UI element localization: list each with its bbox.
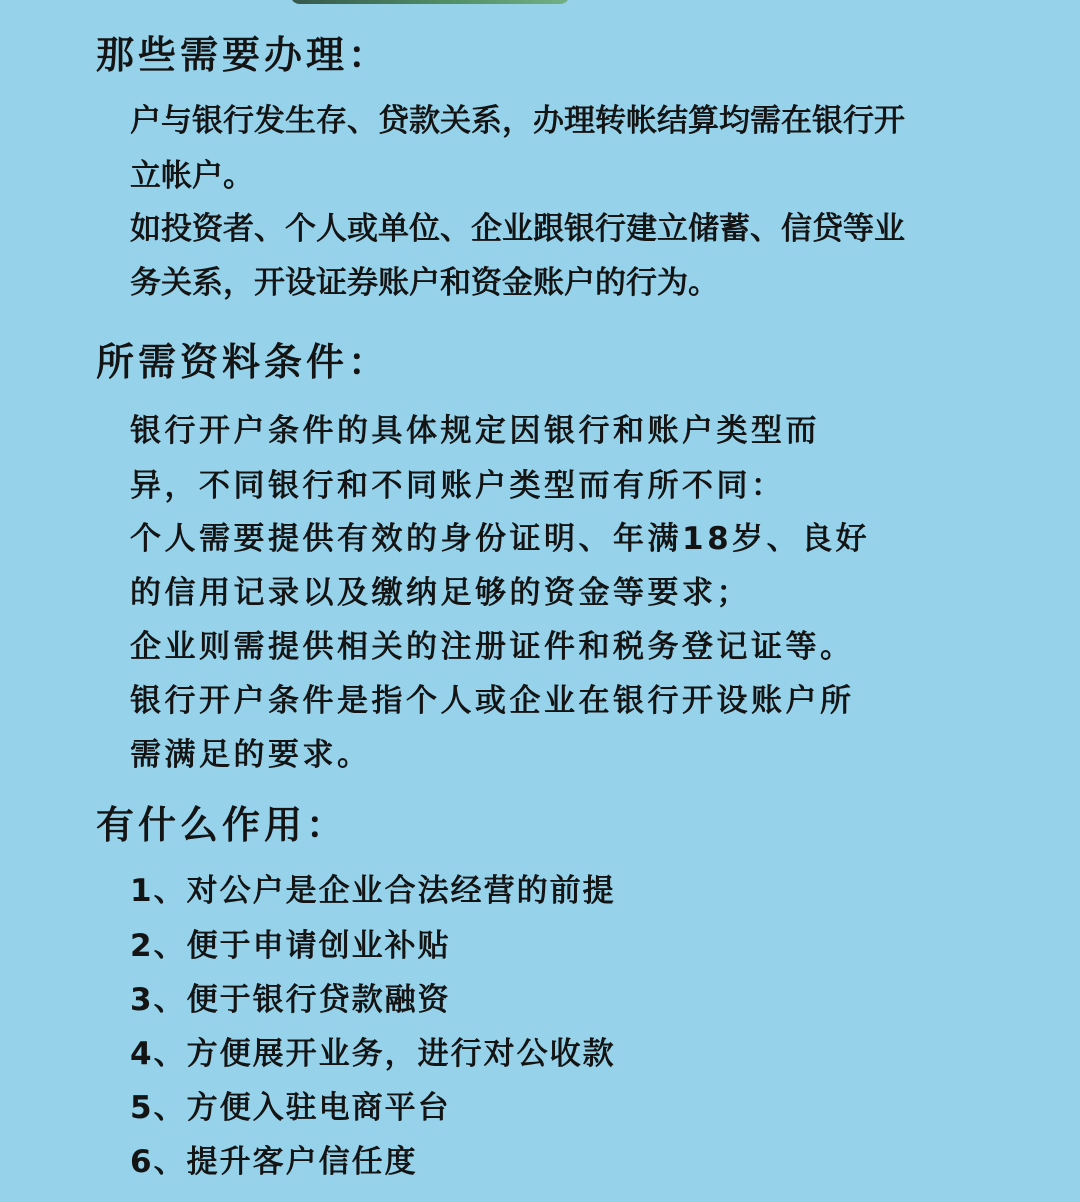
requirements-line-2: 异，不同银行和不同账户类型而有所不同： xyxy=(130,468,786,504)
requirements-line-7: 需满足的要求。 xyxy=(130,737,372,773)
section-title-purpose: 有什么作用： xyxy=(96,803,349,847)
section-title-who-needs: 那些需要办理： xyxy=(96,33,391,77)
purpose-item-1: 1、对公户是企业合法经营的前提 xyxy=(130,873,616,909)
who-needs-line-3: 如投资者、个人或单位、企业跟银行建立储蓄、信贷等业 xyxy=(130,211,905,247)
purpose-item-5: 5、方便入驻电商平台 xyxy=(130,1090,451,1126)
requirements-line-3: 个人需要提供有效的身份证明、年满18岁、良好 xyxy=(130,521,871,557)
requirements-line-4: 的信用记录以及缴纳足够的资金等要求； xyxy=(130,575,751,611)
requirements-line-1: 银行开户条件的具体规定因银行和账户类型而 xyxy=(130,413,820,449)
purpose-item-4: 4、方便展开业务，进行对公收款 xyxy=(130,1036,616,1072)
who-needs-line-1: 户与银行发生存、贷款关系，办理转帐结算均需在银行开 xyxy=(130,103,905,139)
requirements-line-6: 银行开户条件是指个人或企业在银行开设账户所 xyxy=(130,683,855,719)
purpose-item-2: 2、便于申请创业补贴 xyxy=(130,928,451,964)
section-title-requirements: 所需资料条件： xyxy=(96,340,391,384)
who-needs-line-4: 务关系，开设证券账户和资金账户的行为。 xyxy=(130,265,719,301)
purpose-item-3: 3、便于银行贷款融资 xyxy=(130,982,451,1018)
purpose-item-6: 6、提升客户信任度 xyxy=(130,1144,418,1180)
requirements-line-5: 企业则需提供相关的注册证件和税务登记证等。 xyxy=(130,629,855,665)
top-decoration xyxy=(290,0,570,4)
who-needs-line-2: 立帐户。 xyxy=(130,158,254,194)
